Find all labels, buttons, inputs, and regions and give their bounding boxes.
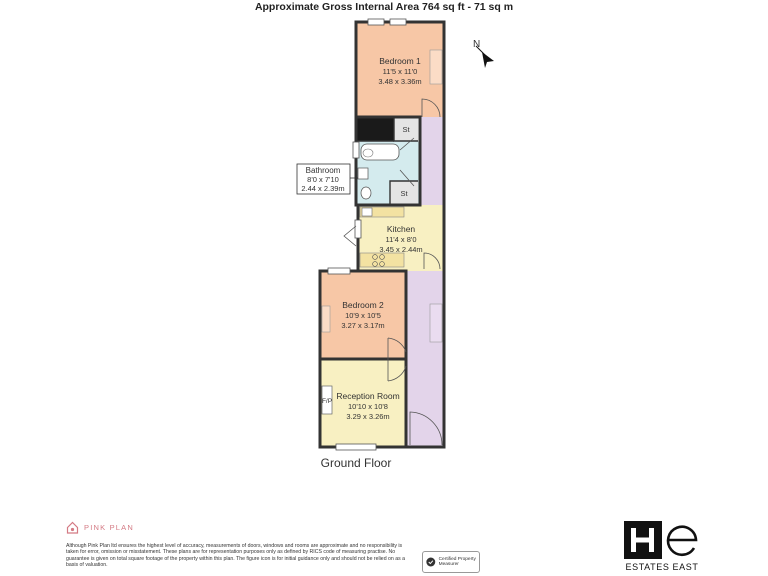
- svg-text:10'9 x 10'5: 10'9 x 10'5: [345, 311, 381, 320]
- kitchen-sink: [362, 208, 372, 216]
- svg-text:3.48 x 3.36m: 3.48 x 3.36m: [378, 77, 422, 86]
- svg-text:3.27 x 3.17m: 3.27 x 3.17m: [341, 321, 385, 330]
- fireplace-label: F/P: [321, 398, 333, 405]
- svg-text:11'4 x 8'0: 11'4 x 8'0: [385, 235, 417, 244]
- kitchen-worktop-bottom: [360, 253, 404, 267]
- svg-text:8'0 x 7'10: 8'0 x 7'10: [307, 175, 339, 184]
- bedroom-1-wardrobe: [430, 50, 442, 84]
- storage-label-top: St: [402, 125, 410, 134]
- dark-closet: [356, 117, 394, 141]
- storage-label-bottom: St: [400, 189, 408, 198]
- bathtub: [361, 144, 399, 160]
- room-label-bedroom-1: [378, 56, 421, 86]
- svg-text:Bedroom 1: Bedroom 1: [379, 56, 421, 66]
- rics-badge-text: Certified Property Measurer: [438, 556, 476, 567]
- rics-icon: [426, 555, 436, 569]
- svg-text:Bedroom 2: Bedroom 2: [342, 300, 384, 310]
- sink: [358, 168, 368, 179]
- hallway-lower: [406, 271, 444, 447]
- room-label-bedroom-2: [341, 300, 384, 330]
- floor-label: Ground Floor: [320, 456, 392, 470]
- estates-east-logo: [622, 519, 702, 561]
- bedroom-2-wardrobe: [322, 306, 330, 332]
- brand-name: PINK PLAN: [84, 523, 134, 532]
- page-title: Approximate Gross Internal Area 764 sq ft - 71 sq m: [254, 1, 514, 13]
- svg-text:Reception Room: Reception Room: [336, 391, 400, 401]
- hallway-upper: [420, 117, 444, 205]
- toilet: [361, 187, 371, 199]
- compass-label: N: [473, 39, 481, 50]
- room-label-bathroom: [301, 166, 344, 193]
- logo-text: ESTATES EAST: [625, 562, 699, 572]
- svg-text:Bathroom: Bathroom: [305, 166, 341, 175]
- pink-plan-brand: [66, 521, 134, 534]
- svg-text:3.45 x 2.44m: 3.45 x 2.44m: [379, 245, 423, 254]
- svg-text:Kitchen: Kitchen: [386, 224, 416, 234]
- svg-text:10'10 x 10'8: 10'10 x 10'8: [348, 402, 388, 411]
- house-icon: [66, 521, 79, 534]
- svg-text:11'5 x 11'0: 11'5 x 11'0: [382, 67, 418, 76]
- svg-text:3.29 x 3.26m: 3.29 x 3.26m: [346, 412, 390, 421]
- rics-badge: [422, 551, 480, 573]
- svg-text:2.44 x 2.39m: 2.44 x 2.39m: [301, 184, 345, 193]
- disclaimer-text: Although Pink Plan ltd ensures the highest level of accuracy, measurements of doors, windows and rooms are approximate and no responsibility is taken for error, omission or misstatement. These plans are for representation purposes only as defined by RICS code of measuring practise. No guarantee is given on total square footage of the property within this plan. The figure icon is for initial guidance only and should not be relied on as a basis of valuation.: [66, 543, 406, 568]
- hall-cupboard: [430, 304, 442, 342]
